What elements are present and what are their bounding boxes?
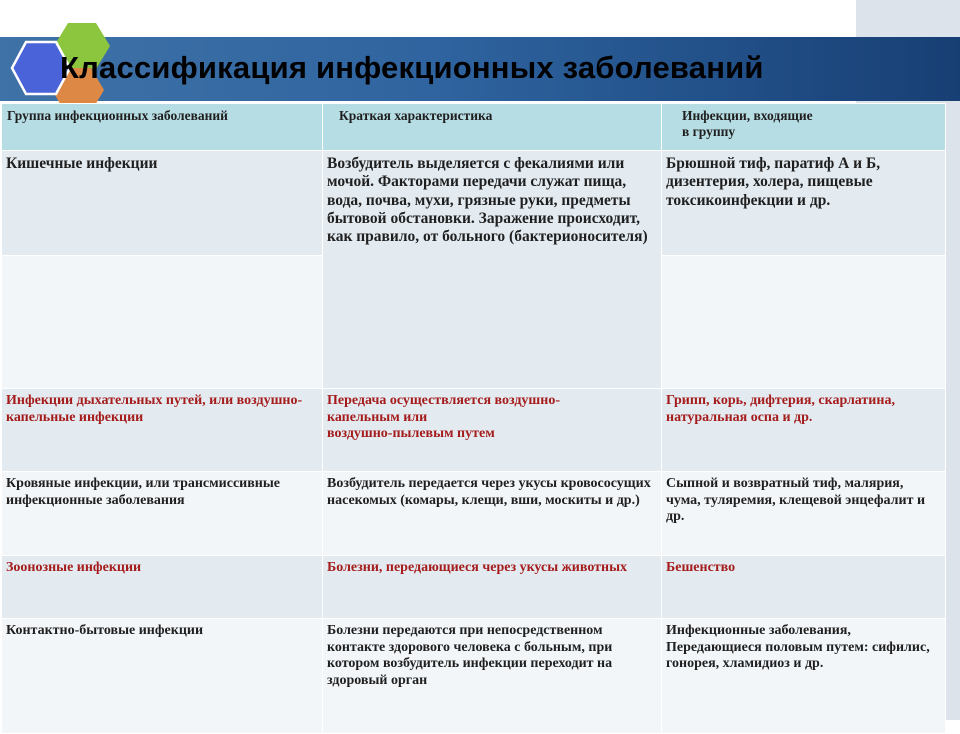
empty-cell [2, 256, 323, 389]
row-description-line: капельным или [327, 409, 428, 425]
row-group [2, 151, 323, 256]
row-description-line: Передача осуществляется воздушно- [327, 393, 560, 408]
row-infections-text: Бешенство [666, 560, 736, 575]
header-description-text: Краткая характеристика [339, 108, 493, 123]
row-group [2, 472, 323, 556]
row-group-text: Контактно-бытовые инфекции [6, 623, 204, 638]
header-infections [662, 104, 946, 151]
header-description [323, 104, 662, 151]
row-infections-text: Инфекционные заболевания, Передающиеся половым путем: сифилис, гонорея, хламидиоз и др. [666, 623, 930, 672]
row-description [323, 151, 662, 389]
row-group-text: Зоонозные инфекции [6, 560, 142, 575]
header-group [2, 104, 323, 151]
row-description [323, 389, 662, 472]
table-row [2, 389, 946, 472]
table-row [2, 619, 946, 734]
row-group-text: Кровяные инфекции, или трансмиссивные инфекционные заболевания [6, 476, 281, 508]
row-infections-text: Грипп, корь, дифтерия, скарлатина, натуральная оспа и др. [666, 393, 895, 425]
header-infections-line2: в группу [682, 123, 736, 139]
row-description [323, 472, 662, 556]
row-description [323, 556, 662, 619]
row-group [2, 556, 323, 619]
row-description-text: Болезни передаются при непосредственном контакте здорового человека с больным, при котором возбудитель инфекции переходит на здоровый орган [327, 623, 613, 688]
row-infections [662, 389, 946, 472]
row-infections-text: Сыпной и возвратный тиф, малярия, чума, туляремия, клещевой энцефалит и др. [666, 476, 926, 525]
row-infections-text: Брюшной тиф, паратиф А и Б, дизентерия, холера, пищевые токсикоинфекции и др. [666, 155, 881, 209]
header-infections-line1: Инфекции, входящие [682, 108, 813, 123]
row-group-text: Кишечные инфекции [6, 155, 158, 172]
row-group [2, 389, 323, 472]
header-group-text: Группа инфекционных заболеваний [7, 108, 228, 123]
table-row [2, 556, 946, 619]
row-description-text: Болезни, передающиеся через укусы животных [327, 560, 628, 575]
row-infections [662, 472, 946, 556]
row-group-text: Инфекции дыхательных путей, или воздушно-капельные инфекции [6, 393, 303, 425]
row-description-text: Возбудитель выделяется с фекалиями или мочой. Факторами передачи служат пища, вода, почва, мухи, грязные руки, предметы бытовой обстановки. Заражение происходит, как правило, от больного (бактерионосителя) [327, 155, 648, 246]
row-description-text: Возбудитель передается через укусы кровососущих насекомых (комары, клещи, вши, москиты и др.) [327, 476, 651, 508]
row-description [323, 619, 662, 734]
row-infections [662, 556, 946, 619]
empty-cell [662, 256, 946, 389]
table-row [2, 472, 946, 556]
infections-table [1, 103, 946, 734]
page-title: Классификация инфекционных заболеваний [60, 50, 764, 85]
table-row [2, 151, 946, 256]
row-infections [662, 151, 946, 256]
row-infections [662, 619, 946, 734]
header-row [2, 104, 946, 151]
row-group [2, 619, 323, 734]
row-description-line: воздушно-пылевым путем [327, 426, 495, 442]
